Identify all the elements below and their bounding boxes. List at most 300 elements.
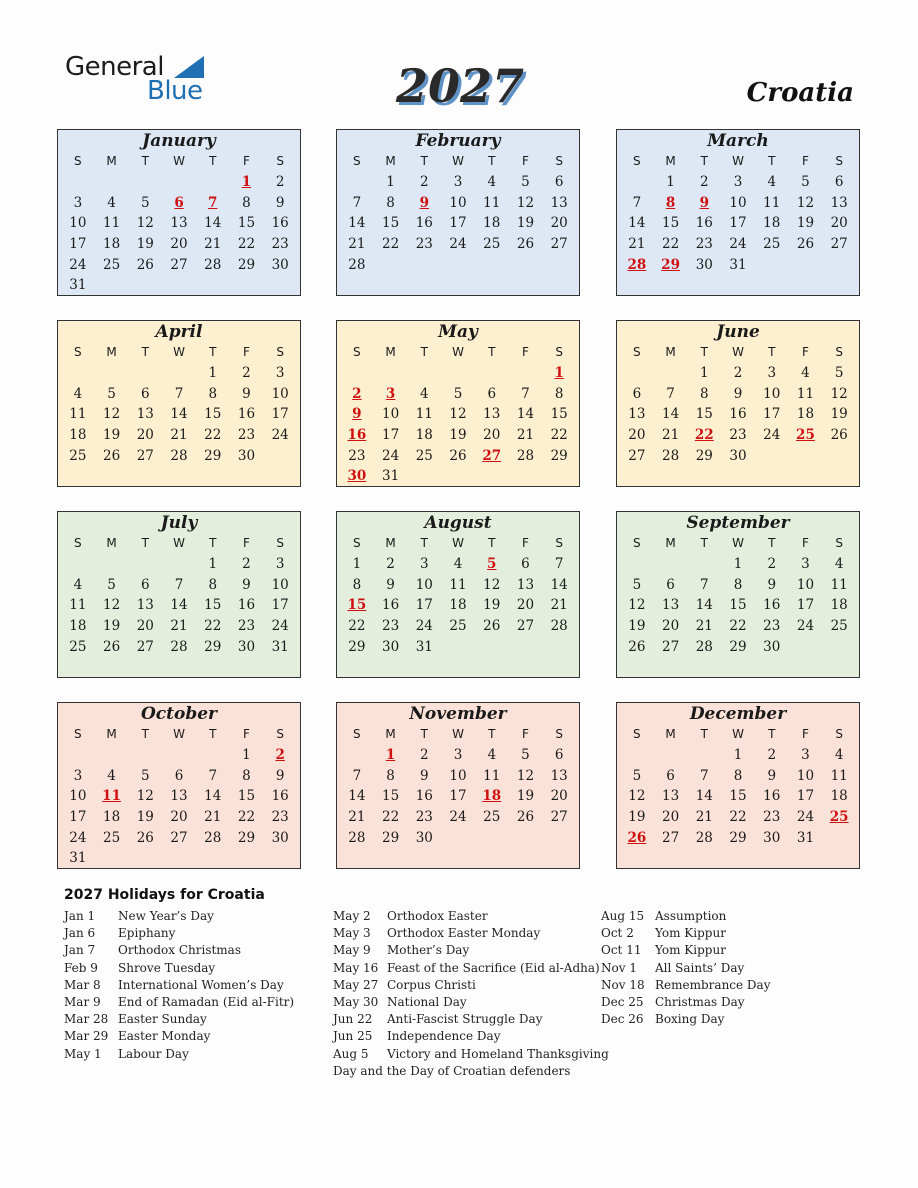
- holiday-date: May 1: [64, 1046, 102, 1061]
- day-cell: 17: [796, 788, 815, 805]
- weekday-label: S: [633, 536, 641, 550]
- holiday-item: [601, 960, 771, 977]
- day-cell: 28: [348, 256, 366, 273]
- empty-day-cell: [441, 466, 475, 487]
- day-cell: 24: [69, 829, 87, 846]
- day-cell: 17: [796, 597, 815, 614]
- day-cell: 5: [107, 385, 116, 402]
- day-cell: 2: [275, 174, 285, 190]
- day-cell: 12: [628, 597, 646, 614]
- empty-day-cell: [687, 554, 721, 575]
- day-cell: 17: [271, 597, 289, 614]
- empty-day-cell: [230, 275, 264, 296]
- weekday-label: M: [385, 154, 396, 168]
- week-row: [337, 213, 579, 234]
- day-cell: 4: [420, 385, 429, 402]
- holiday-name: Shrove Tuesday: [118, 960, 216, 975]
- day-cell: 30: [237, 447, 256, 464]
- day-cell: 21: [516, 427, 535, 444]
- weekday-label: T: [700, 154, 708, 168]
- day-cell: 27: [550, 236, 568, 253]
- day-cell: 13: [628, 406, 646, 423]
- day-cell: 17: [729, 215, 747, 232]
- holiday-date: Dec 25: [601, 995, 644, 1010]
- holiday-date: Jan 6: [64, 926, 96, 941]
- weekday-label: M: [106, 345, 117, 359]
- empty-day-cell: [509, 828, 543, 849]
- day-cell: 15: [661, 215, 680, 232]
- day-cell: 16: [271, 788, 289, 805]
- holiday-day-cell: 3: [385, 385, 396, 402]
- day-cell: 26: [102, 638, 121, 655]
- holiday-day-cell: 9: [352, 406, 362, 423]
- week-row: [58, 848, 300, 869]
- weekday-header: [337, 724, 579, 745]
- day-cell: 4: [453, 556, 463, 572]
- empty-day-cell: [128, 848, 162, 869]
- holiday-list-column-3: [601, 908, 771, 1028]
- day-cell: 16: [237, 597, 256, 614]
- weekday-label: T: [420, 536, 428, 550]
- week-row: [58, 595, 300, 616]
- day-cell: 5: [632, 767, 642, 784]
- day-cell: 10: [449, 194, 467, 211]
- day-cell: 11: [102, 215, 121, 232]
- weekday-header: [337, 151, 579, 172]
- holiday-day-cell: 1: [554, 365, 564, 381]
- day-cell: 6: [141, 576, 150, 593]
- day-cell: 3: [275, 556, 285, 572]
- day-cell: 15: [204, 597, 222, 614]
- week-row: [337, 807, 579, 828]
- day-cell: 14: [661, 406, 680, 423]
- week-row: [58, 637, 300, 658]
- week-row: [617, 786, 859, 807]
- week-row: [617, 807, 859, 828]
- day-cell: 21: [348, 809, 366, 826]
- day-cell: 4: [767, 174, 777, 190]
- day-cell: 1: [242, 747, 251, 763]
- day-cell: 13: [830, 194, 848, 211]
- week-row: [337, 828, 579, 849]
- weekday-header: [58, 342, 300, 363]
- day-cell: 29: [381, 829, 400, 846]
- empty-day-cell: [441, 637, 475, 658]
- empty-day-cell: [61, 554, 95, 575]
- empty-day-cell: [95, 172, 129, 193]
- day-cell: 6: [632, 385, 642, 402]
- day-cell: 2: [767, 747, 777, 763]
- weekday-label: S: [74, 536, 82, 550]
- day-cell: 22: [204, 618, 222, 635]
- month-october: [57, 702, 301, 869]
- weekday-label: T: [420, 345, 428, 359]
- day-cell: 21: [170, 618, 188, 635]
- holiday-item: [333, 977, 609, 994]
- day-cell: 22: [729, 809, 747, 826]
- empty-day-cell: [340, 745, 374, 766]
- day-cell: 19: [516, 215, 535, 232]
- holiday-day-cell: 25: [796, 427, 815, 444]
- day-cell: 24: [271, 427, 289, 444]
- weekday-label: S: [835, 727, 843, 741]
- holiday-date: Oct 2: [601, 926, 634, 941]
- empty-day-cell: [822, 637, 856, 658]
- day-cell: 19: [628, 618, 646, 635]
- day-cell: 9: [733, 385, 743, 402]
- day-cell: 10: [69, 215, 87, 232]
- holiday-item: [333, 908, 609, 925]
- day-cell: 24: [763, 427, 781, 444]
- month-name: January: [142, 131, 216, 151]
- weekday-label: T: [700, 536, 708, 550]
- week-row: [337, 575, 579, 596]
- day-cell: 11: [69, 406, 87, 423]
- day-cell: 25: [102, 256, 121, 273]
- day-cell: 1: [386, 174, 395, 190]
- day-cell: 30: [381, 638, 400, 655]
- day-cell: 4: [73, 385, 83, 402]
- weekday-label: T: [488, 154, 496, 168]
- empty-day-cell: [441, 828, 475, 849]
- day-cell: 7: [208, 767, 218, 784]
- holiday-item: [333, 1011, 609, 1028]
- day-cell: 27: [661, 829, 680, 846]
- day-cell: 30: [415, 829, 433, 846]
- holiday-item: [601, 994, 771, 1011]
- week-row: [617, 637, 859, 658]
- weekday-label: M: [106, 536, 117, 550]
- day-cell: 7: [521, 385, 530, 402]
- day-cell: 22: [381, 236, 400, 253]
- weekday-label: T: [209, 345, 217, 359]
- holiday-day-cell: 2: [275, 747, 285, 763]
- weekday-label: F: [522, 536, 529, 550]
- day-cell: 11: [483, 194, 501, 211]
- day-cell: 18: [763, 215, 781, 232]
- day-cell: 3: [801, 556, 810, 572]
- empty-day-cell: [755, 255, 789, 276]
- weekday-label: T: [420, 154, 428, 168]
- holiday-name: Epiphany: [118, 926, 176, 941]
- holiday-name: Orthodox Easter: [387, 909, 488, 923]
- day-cell: 8: [242, 194, 251, 211]
- weekday-label: S: [633, 345, 641, 359]
- day-cell: 21: [550, 597, 568, 614]
- day-cell: 5: [107, 576, 116, 593]
- weekday-label: F: [243, 727, 250, 741]
- empty-day-cell: [822, 446, 856, 467]
- day-cell: 3: [767, 365, 777, 381]
- week-row: [617, 446, 859, 467]
- day-cell: 6: [141, 385, 150, 402]
- day-cell: 23: [729, 427, 747, 444]
- day-cell: 30: [763, 638, 781, 655]
- weekday-label: T: [768, 727, 776, 741]
- empty-day-cell: [95, 745, 129, 766]
- day-cell: 8: [242, 767, 251, 784]
- day-cell: 5: [141, 194, 150, 211]
- day-cell: 18: [69, 618, 87, 635]
- empty-day-cell: [340, 363, 374, 384]
- day-cell: 29: [348, 638, 366, 655]
- weekday-label: M: [106, 154, 117, 168]
- day-cell: 14: [516, 406, 535, 423]
- day-cell: 15: [381, 788, 400, 805]
- holiday-day-cell: 25: [829, 809, 849, 826]
- day-cell: 14: [170, 406, 188, 423]
- day-cell: 28: [204, 256, 222, 273]
- day-cell: 22: [204, 427, 222, 444]
- week-row: [58, 234, 300, 255]
- day-cell: 12: [102, 597, 121, 614]
- day-cell: 4: [834, 747, 844, 763]
- empty-day-cell: [61, 745, 95, 766]
- day-cell: 16: [415, 788, 433, 805]
- holiday-name-continuation: Day and the Day of Croatian defenders: [333, 1063, 571, 1078]
- day-cell: 4: [801, 365, 810, 381]
- holiday-name: Yom Kippur: [655, 943, 726, 958]
- weekday-label: S: [353, 536, 361, 550]
- day-cell: 18: [102, 236, 121, 253]
- day-cell: 11: [69, 597, 87, 614]
- day-cell: 28: [516, 447, 535, 464]
- day-cell: 8: [352, 576, 362, 593]
- holiday-item: [64, 1028, 294, 1045]
- holiday-item: [64, 925, 294, 942]
- day-cell: 26: [136, 829, 154, 846]
- weekday-label: T: [141, 154, 149, 168]
- empty-day-cell: [654, 554, 688, 575]
- weekday-label: M: [665, 536, 676, 550]
- day-cell: 9: [767, 767, 777, 784]
- month-name: November: [409, 704, 507, 724]
- month-name: September: [686, 513, 790, 533]
- day-cell: 17: [763, 406, 781, 423]
- day-cell: 15: [237, 788, 256, 805]
- empty-day-cell: [162, 172, 196, 193]
- day-cell: 5: [632, 576, 642, 593]
- weekday-label: W: [452, 154, 464, 168]
- weekday-label: M: [385, 536, 396, 550]
- day-cell: 15: [729, 597, 747, 614]
- holiday-name: Victory and Homeland Thanksgiving: [387, 1046, 609, 1061]
- empty-day-cell: [263, 446, 297, 467]
- weekday-label: T: [768, 536, 776, 550]
- day-cell: 15: [204, 406, 222, 423]
- weekday-label: T: [209, 536, 217, 550]
- day-cell: 13: [170, 788, 188, 805]
- day-cell: 28: [550, 618, 568, 635]
- day-cell: 9: [420, 767, 429, 784]
- empty-day-cell: [620, 172, 654, 193]
- day-cell: 24: [796, 618, 815, 635]
- day-cell: 5: [834, 365, 844, 381]
- week-row: [617, 575, 859, 596]
- day-cell: 3: [453, 747, 463, 763]
- day-cell: 23: [271, 809, 289, 826]
- day-cell: 26: [136, 256, 154, 273]
- day-cell: 26: [516, 809, 535, 826]
- empty-day-cell: [162, 745, 196, 766]
- day-cell: 3: [275, 365, 285, 381]
- day-cell: 25: [763, 236, 781, 253]
- day-cell: 7: [174, 385, 184, 402]
- day-cell: 11: [449, 576, 467, 593]
- weekday-label: S: [835, 536, 843, 550]
- day-cell: 16: [415, 215, 433, 232]
- weekday-label: T: [209, 727, 217, 741]
- day-cell: 18: [449, 597, 467, 614]
- day-cell: 4: [73, 576, 83, 593]
- day-cell: 12: [483, 576, 501, 593]
- day-cell: 8: [386, 194, 395, 211]
- day-cell: 20: [628, 427, 646, 444]
- day-cell: 2: [767, 556, 777, 572]
- day-cell: 25: [483, 809, 501, 826]
- day-cell: 12: [516, 194, 535, 211]
- empty-day-cell: [542, 828, 576, 849]
- empty-day-cell: [128, 554, 162, 575]
- day-cell: 25: [830, 618, 848, 635]
- day-cell: 17: [69, 236, 87, 253]
- day-cell: 10: [69, 788, 87, 805]
- week-row: [617, 384, 859, 405]
- day-cell: 30: [695, 256, 713, 273]
- holiday-name: Orthodox Christmas: [118, 943, 241, 958]
- weekday-header: [337, 533, 579, 554]
- holiday-date: Mar 8: [64, 977, 101, 992]
- week-row: [58, 404, 300, 425]
- day-cell: 17: [415, 597, 433, 614]
- week-row: [337, 363, 579, 384]
- weekday-label: S: [74, 727, 82, 741]
- day-cell: 5: [453, 385, 463, 402]
- day-cell: 31: [415, 638, 433, 655]
- weekday-label: T: [768, 154, 776, 168]
- day-cell: 14: [170, 597, 188, 614]
- holiday-name: National Day: [387, 995, 467, 1010]
- holiday-name: International Women’s Day: [118, 977, 284, 992]
- day-cell: 6: [521, 556, 530, 572]
- day-cell: 2: [242, 556, 251, 572]
- day-cell: 8: [208, 385, 218, 402]
- week-row: [337, 637, 579, 658]
- day-cell: 23: [381, 618, 400, 635]
- day-cell: 27: [136, 447, 154, 464]
- day-cell: 7: [174, 576, 184, 593]
- day-cell: 29: [237, 256, 256, 273]
- holiday-item: [333, 942, 609, 959]
- day-cell: 21: [695, 809, 713, 826]
- day-cell: 20: [550, 215, 568, 232]
- empty-day-cell: [374, 255, 408, 276]
- day-cell: 24: [415, 618, 433, 635]
- week-row: [337, 786, 579, 807]
- day-cell: 17: [449, 215, 467, 232]
- day-cell: 10: [796, 767, 815, 784]
- day-cell: 21: [204, 236, 222, 253]
- day-cell: 1: [666, 174, 675, 190]
- day-cell: 13: [550, 194, 568, 211]
- day-cell: 7: [666, 385, 675, 402]
- empty-day-cell: [509, 363, 543, 384]
- day-cell: 18: [69, 427, 87, 444]
- day-cell: 1: [700, 365, 709, 381]
- day-cell: 12: [516, 767, 535, 784]
- holiday-day-cell: 16: [347, 427, 367, 444]
- weekday-label: S: [276, 727, 284, 741]
- day-cell: 24: [271, 618, 289, 635]
- weekday-label: F: [522, 345, 529, 359]
- holiday-name: Corpus Christi: [387, 977, 476, 992]
- weekday-header: [58, 724, 300, 745]
- holiday-name: Anti-Fascist Struggle Day: [387, 1012, 543, 1027]
- weekday-label: W: [732, 345, 744, 359]
- empty-day-cell: [542, 255, 576, 276]
- day-cell: 9: [242, 576, 251, 593]
- weekday-label: W: [452, 345, 464, 359]
- day-cell: 30: [763, 829, 781, 846]
- day-cell: 10: [271, 385, 289, 402]
- empty-day-cell: [509, 255, 543, 276]
- day-cell: 26: [483, 618, 501, 635]
- weekday-label: T: [768, 345, 776, 359]
- day-cell: 7: [632, 194, 642, 211]
- empty-day-cell: [509, 466, 543, 487]
- empty-day-cell: [475, 363, 509, 384]
- day-cell: 15: [237, 215, 256, 232]
- day-cell: 3: [453, 174, 463, 190]
- empty-day-cell: [162, 275, 196, 296]
- empty-day-cell: [196, 848, 230, 869]
- week-row: [58, 425, 300, 446]
- weekday-label: S: [633, 154, 641, 168]
- day-cell: 28: [204, 829, 222, 846]
- weekday-label: W: [173, 154, 185, 168]
- weekday-label: T: [700, 345, 708, 359]
- day-cell: 20: [516, 597, 535, 614]
- holiday-item: [64, 1046, 294, 1063]
- weekday-label: F: [802, 536, 809, 550]
- empty-day-cell: [162, 848, 196, 869]
- holiday-item: [333, 960, 609, 977]
- week-row: [337, 172, 579, 193]
- day-cell: 25: [449, 618, 467, 635]
- country-name: Croatia: [746, 78, 854, 108]
- day-cell: 11: [830, 767, 848, 784]
- day-cell: 20: [136, 427, 154, 444]
- week-row: [58, 172, 300, 193]
- day-cell: 16: [729, 406, 747, 423]
- week-row: [337, 616, 579, 637]
- week-row: [58, 766, 300, 787]
- weekday-label: F: [802, 345, 809, 359]
- empty-day-cell: [128, 745, 162, 766]
- day-cell: 7: [700, 576, 709, 593]
- weekday-label: W: [173, 345, 185, 359]
- day-cell: 4: [107, 767, 116, 784]
- day-cell: 28: [348, 829, 366, 846]
- day-cell: 31: [271, 638, 289, 655]
- weekday-label: T: [488, 345, 496, 359]
- week-row: [617, 213, 859, 234]
- empty-day-cell: [509, 637, 543, 658]
- day-cell: 2: [700, 174, 709, 190]
- week-row: [337, 425, 579, 446]
- day-cell: 9: [386, 576, 395, 593]
- day-cell: 23: [237, 618, 256, 635]
